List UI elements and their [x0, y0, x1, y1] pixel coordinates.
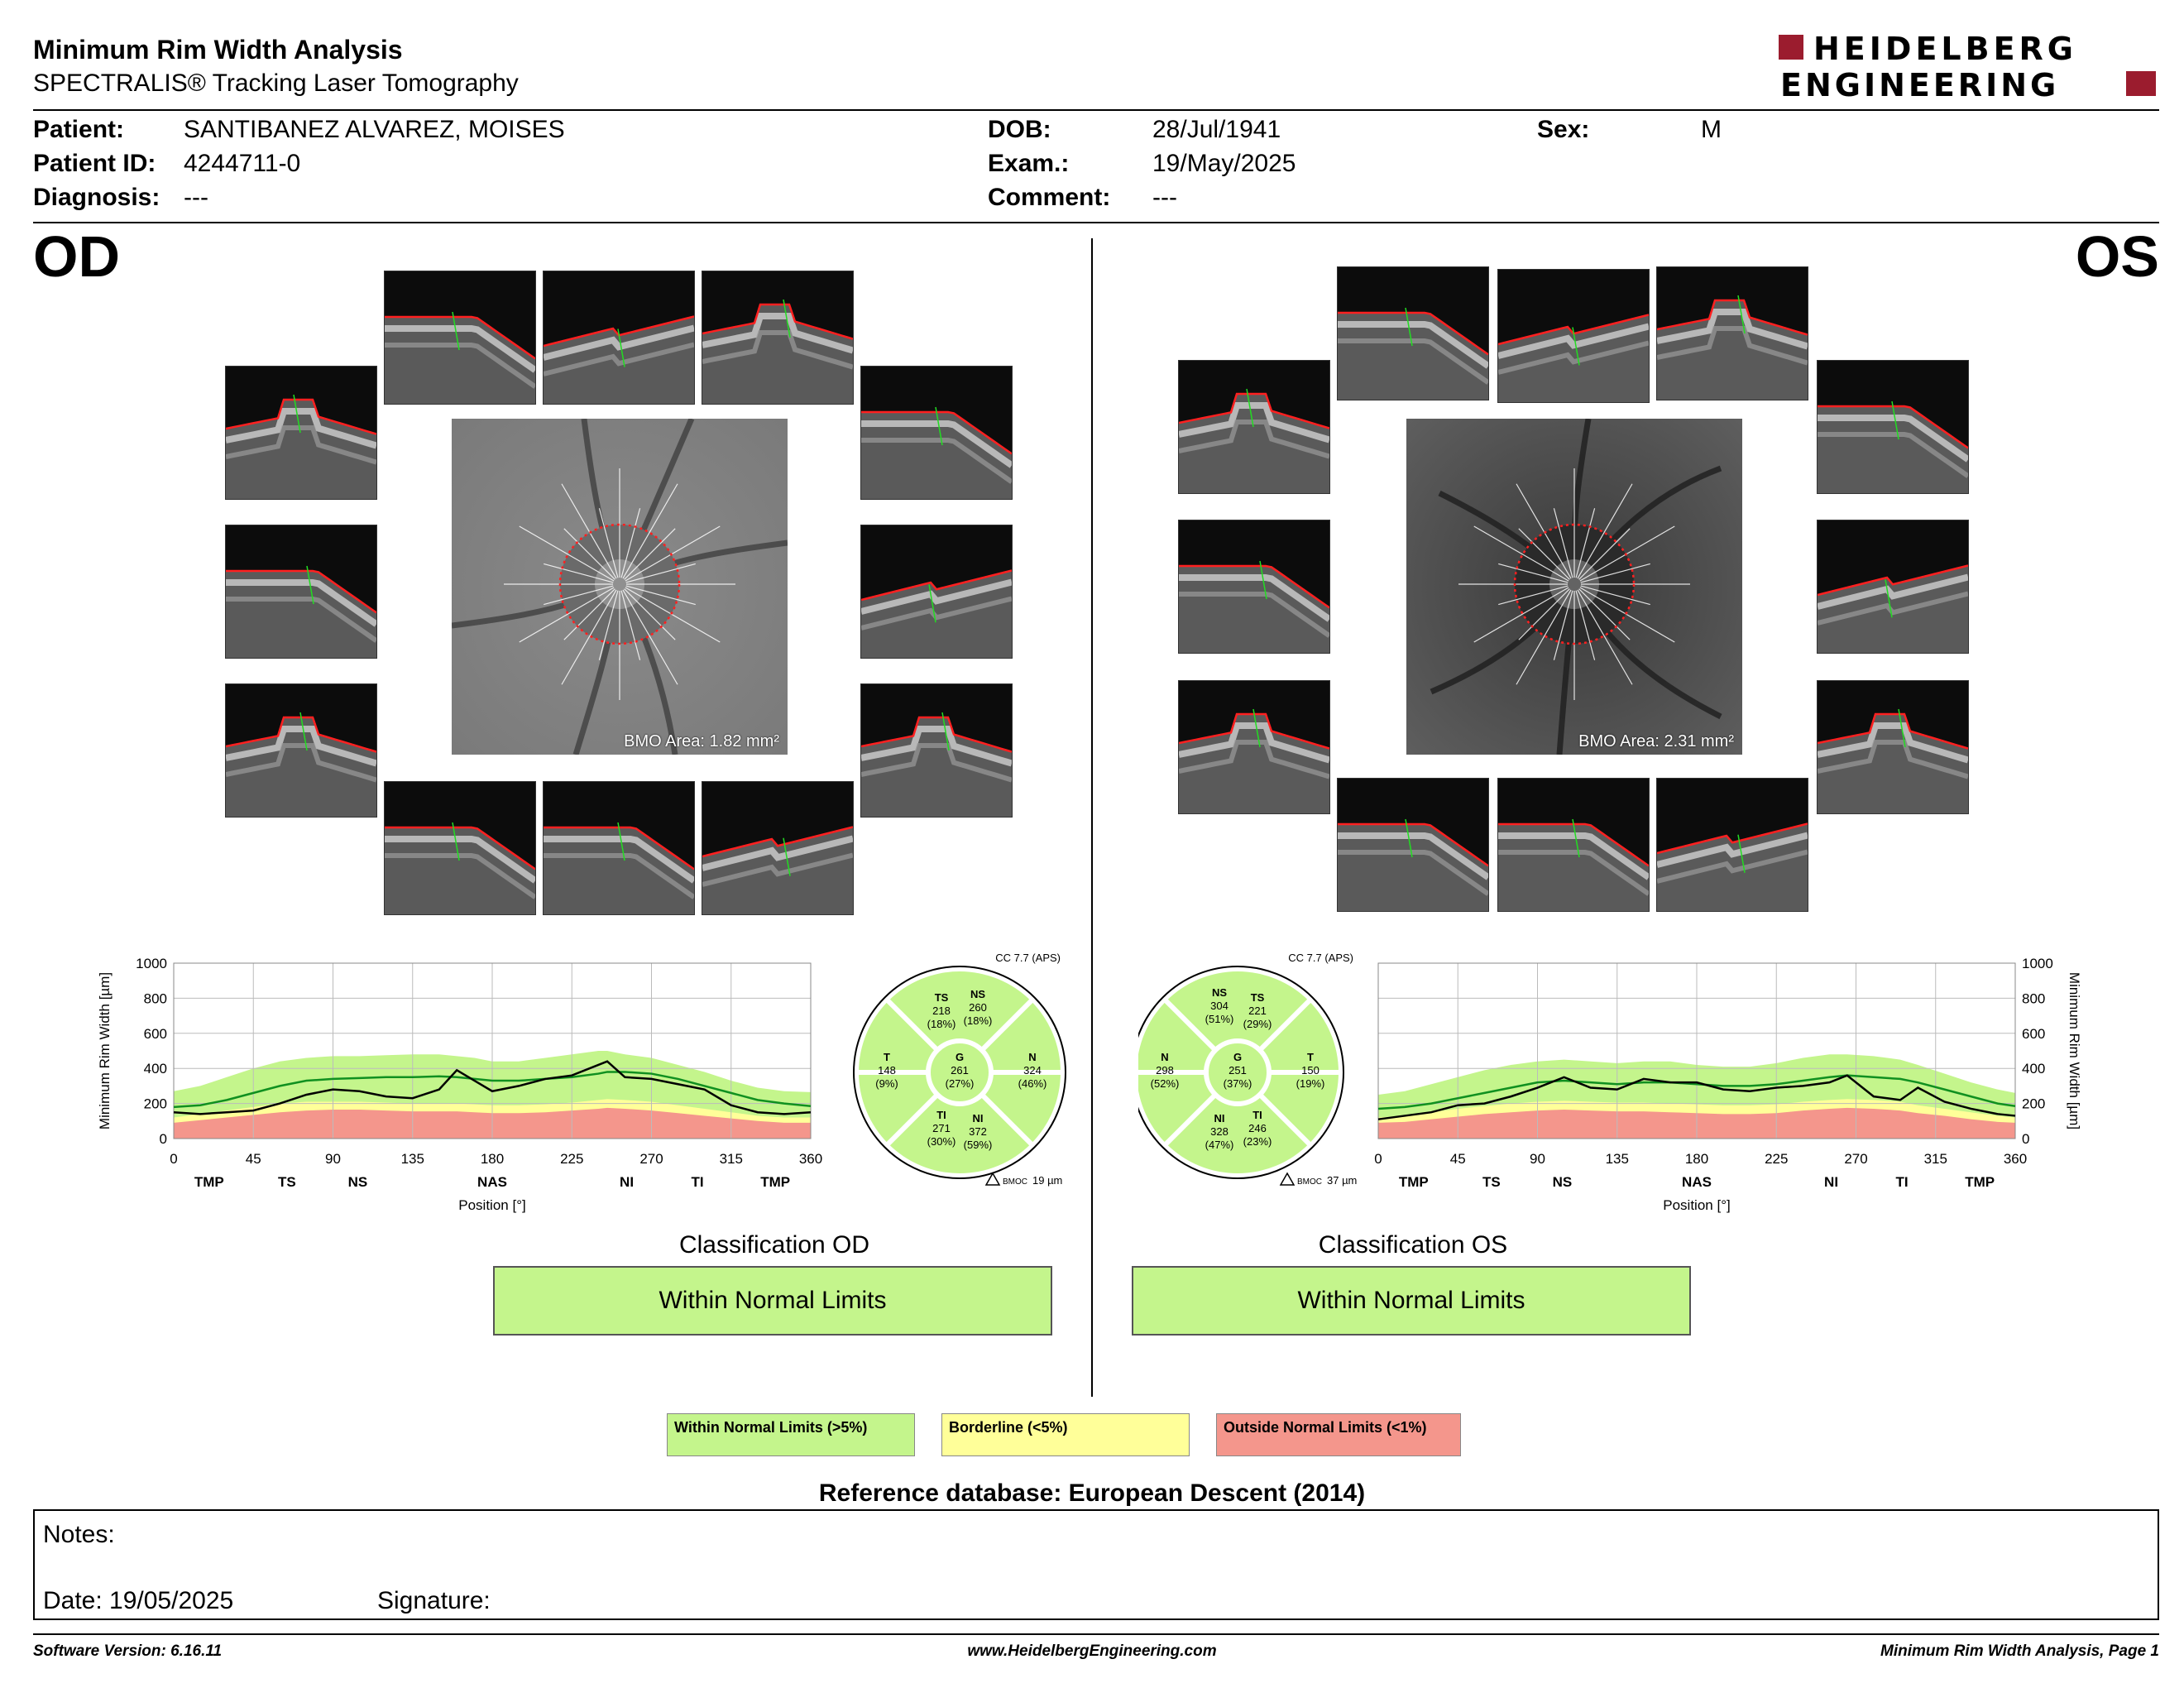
svg-text:(47%): (47%): [1205, 1139, 1234, 1151]
od-bscan-thumbnail: [702, 781, 854, 915]
od-bscan-thumbnail: [384, 781, 536, 915]
svg-text:218: 218: [932, 1005, 951, 1017]
diagnosis-label: Diagnosis:: [33, 184, 160, 211]
os-bscan-thumbnail: [1817, 520, 1969, 654]
x-tick-label: 315: [1923, 1151, 1947, 1167]
od-bscan-thumbnail: [543, 271, 695, 405]
sector-label: TI: [691, 1174, 704, 1190]
x-tick-label: 225: [560, 1151, 584, 1167]
svg-text:246: 246: [1248, 1122, 1267, 1134]
od-bscan-thumbnail: [702, 271, 854, 405]
od-bscan-thumbnail: [860, 525, 1013, 659]
website-link[interactable]: www.HeidelbergEngineering.com: [967, 1642, 1217, 1660]
svg-text:(19%): (19%): [1296, 1077, 1325, 1090]
svg-text:251: 251: [1228, 1064, 1247, 1077]
sex-label: Sex:: [1537, 116, 1590, 143]
sector-label: NI: [1824, 1174, 1839, 1190]
y-axis-label: Minimum Rim Width [µm]: [2067, 971, 2082, 1130]
exam-label: Exam.:: [988, 150, 1070, 177]
sector-label: NS: [1552, 1174, 1573, 1190]
patient-label: Patient:: [33, 116, 125, 143]
os-bscan-thumbnail: [1337, 266, 1489, 400]
notes-label: Notes:: [43, 1521, 115, 1548]
bmoc-label: BMOC: [1003, 1177, 1027, 1187]
svg-text:TI: TI: [1252, 1109, 1262, 1121]
y-tick-label: 600: [2022, 1025, 2046, 1042]
x-tick-label: 360: [798, 1151, 823, 1167]
y-axis-label: Minimum Rim Width [µm]: [97, 971, 113, 1130]
os-bscan-thumbnail: [1178, 360, 1330, 494]
exam-value: 19/May/2025: [1152, 150, 1296, 177]
svg-text:NI: NI: [1214, 1112, 1225, 1125]
sector-label: NS: [347, 1174, 368, 1190]
x-tick-label: 45: [245, 1151, 261, 1167]
x-tick-label: 90: [325, 1151, 341, 1167]
dob-value: 28/Jul/1941: [1152, 116, 1281, 143]
svg-text:298: 298: [1156, 1064, 1174, 1077]
svg-text:NS: NS: [1211, 986, 1228, 999]
x-tick-label: 270: [639, 1151, 663, 1167]
sector-label: TMP: [760, 1174, 791, 1190]
svg-text:(30%): (30%): [927, 1135, 956, 1148]
svg-text:NS: NS: [970, 988, 986, 1000]
y-tick-label: 600: [143, 1025, 167, 1042]
y-tick-label: 400: [143, 1061, 167, 1077]
legend-borderline: Borderline (<5%): [941, 1413, 1190, 1456]
os-bscan-thumbnail: [1656, 778, 1808, 912]
svg-text:(29%): (29%): [1243, 1018, 1272, 1030]
eye-label-os: OS: [2075, 224, 2159, 289]
od-fundus-image: [452, 419, 788, 755]
notes-box: [33, 1509, 2159, 1620]
sector-label: NAS: [477, 1174, 507, 1190]
bmoc-value: 37 µm: [1327, 1174, 1358, 1187]
os-sector-diagram: [1138, 950, 1387, 1190]
sector-label: TMP: [1398, 1174, 1429, 1190]
svg-text:TS: TS: [1250, 991, 1265, 1004]
patient-name: SANTIBANEZ ALVAREZ, MOISES: [184, 116, 565, 143]
y-tick-label: 1000: [2022, 956, 2053, 971]
x-axis-label: Position [°]: [458, 1197, 526, 1213]
svg-text:328: 328: [1210, 1125, 1228, 1138]
report-title: Minimum Rim Width Analysis: [33, 35, 403, 65]
od-bscan-thumbnail: [384, 271, 536, 405]
eye-divider: [1091, 238, 1093, 1397]
software-version: Software Version: 6.16.11: [33, 1642, 223, 1660]
x-tick-label: 0: [170, 1151, 178, 1167]
sector-label: NAS: [1682, 1174, 1712, 1190]
sector-label: TI: [1895, 1174, 1909, 1190]
os-bscan-thumbnail: [1497, 778, 1650, 912]
os-fundus-image: [1406, 419, 1742, 755]
od-bscan-thumbnail: [860, 683, 1013, 818]
y-tick-label: 200: [143, 1096, 167, 1112]
legend-outside-normal: Outside Normal Limits (<1%): [1216, 1413, 1461, 1456]
eye-label-od: OD: [33, 224, 120, 289]
x-tick-label: 135: [1605, 1151, 1629, 1167]
od-bscan-thumbnail: [225, 366, 377, 500]
svg-text:(52%): (52%): [1150, 1077, 1180, 1090]
page-label: Minimum Rim Width Analysis, Page 1: [1880, 1642, 2159, 1660]
y-tick-label: 800: [143, 990, 167, 1007]
sector-label: TMP: [1965, 1174, 1995, 1190]
svg-text:(23%): (23%): [1243, 1135, 1272, 1148]
svg-text:260: 260: [969, 1001, 987, 1014]
svg-text:T: T: [1307, 1051, 1314, 1063]
report-subtitle: SPECTRALIS® Tracking Laser Tomography: [33, 70, 519, 97]
svg-text:G: G: [1233, 1051, 1243, 1063]
svg-text:221: 221: [1248, 1005, 1267, 1017]
date-label: Date: 19/05/2025: [43, 1587, 234, 1614]
comment-value: ---: [1152, 184, 1177, 211]
svg-text:TI: TI: [936, 1109, 946, 1121]
svg-text:(59%): (59%): [963, 1139, 993, 1151]
od-bscan-thumbnail: [225, 683, 377, 818]
svg-text:(27%): (27%): [945, 1077, 975, 1090]
od-sector-diagram: [836, 950, 1084, 1190]
bmoc-value: 19 µm: [1032, 1174, 1063, 1187]
heidelberg-logo: [1779, 31, 2159, 101]
svg-text:N: N: [1161, 1051, 1169, 1063]
svg-text:G: G: [955, 1051, 965, 1063]
x-tick-label: 90: [1530, 1151, 1545, 1167]
os-bscan-thumbnail: [1817, 680, 1969, 814]
dob-label: DOB:: [988, 116, 1051, 143]
svg-text:261: 261: [951, 1064, 969, 1077]
logo-line2: ENGINEERING: [1780, 67, 2060, 101]
os-bscan-thumbnail: [1497, 269, 1650, 403]
signature-label: Signature:: [377, 1587, 491, 1614]
od-classification-title: Classification OD: [678, 1231, 870, 1259]
sector-label: TMP: [194, 1174, 224, 1190]
od-bscan-thumbnail: [860, 366, 1013, 500]
svg-text:(9%): (9%): [875, 1077, 898, 1090]
sector-label: TS: [1482, 1174, 1501, 1190]
svg-text:T: T: [884, 1051, 890, 1063]
svg-text:304: 304: [1210, 1000, 1228, 1012]
svg-text:(51%): (51%): [1205, 1013, 1234, 1025]
svg-text:N: N: [1028, 1051, 1037, 1063]
logo-line1: HEIDELBERG: [1813, 31, 2077, 67]
y-tick-label: 400: [2022, 1061, 2046, 1077]
patient-id-label: Patient ID:: [33, 150, 156, 177]
cc-label: CC 7.7 (APS): [995, 952, 1061, 964]
y-tick-label: 800: [2022, 990, 2046, 1007]
svg-text:TS: TS: [934, 991, 949, 1004]
os-bscan-thumbnail: [1817, 360, 1969, 494]
svg-text:271: 271: [932, 1122, 951, 1134]
od-bmo-area: BMO Area: 1.82 mm²: [624, 732, 779, 750]
y-tick-label: 0: [2022, 1131, 2030, 1147]
svg-text:150: 150: [1301, 1064, 1320, 1077]
od-mrw-plot: [91, 952, 836, 1233]
sector-label: NI: [620, 1174, 635, 1190]
bmoc-label: BMOC: [1297, 1177, 1322, 1187]
cc-label: CC 7.7 (APS): [1288, 952, 1353, 964]
x-tick-label: 270: [1844, 1151, 1868, 1167]
y-tick-label: 1000: [136, 956, 167, 971]
sex-value: M: [1701, 116, 1722, 143]
svg-text:148: 148: [878, 1064, 896, 1077]
legend-within-normal: Within Normal Limits (>5%): [667, 1413, 915, 1456]
x-tick-label: 135: [400, 1151, 424, 1167]
os-bscan-thumbnail: [1178, 680, 1330, 814]
svg-text:324: 324: [1023, 1064, 1042, 1077]
os-bscan-thumbnail: [1656, 266, 1808, 400]
x-tick-label: 180: [480, 1151, 505, 1167]
x-tick-label: 315: [719, 1151, 743, 1167]
patient-id: 4244711-0: [184, 150, 301, 177]
x-tick-label: 180: [1684, 1151, 1709, 1167]
comment-label: Comment:: [988, 184, 1111, 211]
x-tick-label: 0: [1374, 1151, 1382, 1167]
delta-icon: [1281, 1173, 1294, 1185]
os-classification-result: Within Normal Limits: [1132, 1266, 1691, 1336]
svg-text:(37%): (37%): [1223, 1077, 1252, 1090]
x-tick-label: 225: [1765, 1151, 1789, 1167]
svg-text:372: 372: [969, 1125, 987, 1138]
os-bscan-thumbnail: [1178, 520, 1330, 654]
os-classification-title: Classification OS: [1318, 1231, 1508, 1259]
y-tick-label: 200: [2022, 1096, 2046, 1112]
x-tick-label: 45: [1449, 1151, 1466, 1167]
od-bscan-thumbnail: [543, 781, 695, 915]
svg-text:(18%): (18%): [963, 1014, 993, 1027]
sector-label: TS: [278, 1174, 296, 1190]
os-mrw-plot: [1353, 952, 2115, 1233]
svg-text:NI: NI: [972, 1112, 984, 1125]
svg-text:(18%): (18%): [927, 1018, 956, 1030]
reference-database: Reference database: European Descent (2014): [818, 1479, 1366, 1507]
os-bmo-area: BMO Area: 2.31 mm²: [1578, 732, 1734, 750]
x-tick-label: 360: [2003, 1151, 2028, 1167]
x-axis-label: Position [°]: [1663, 1197, 1731, 1213]
od-classification-result: Within Normal Limits: [493, 1266, 1052, 1336]
diagnosis-value: ---: [184, 184, 208, 211]
os-bscan-thumbnail: [1337, 778, 1489, 912]
od-bscan-thumbnail: [225, 525, 377, 659]
y-tick-label: 0: [159, 1131, 167, 1147]
svg-text:(46%): (46%): [1018, 1077, 1047, 1090]
